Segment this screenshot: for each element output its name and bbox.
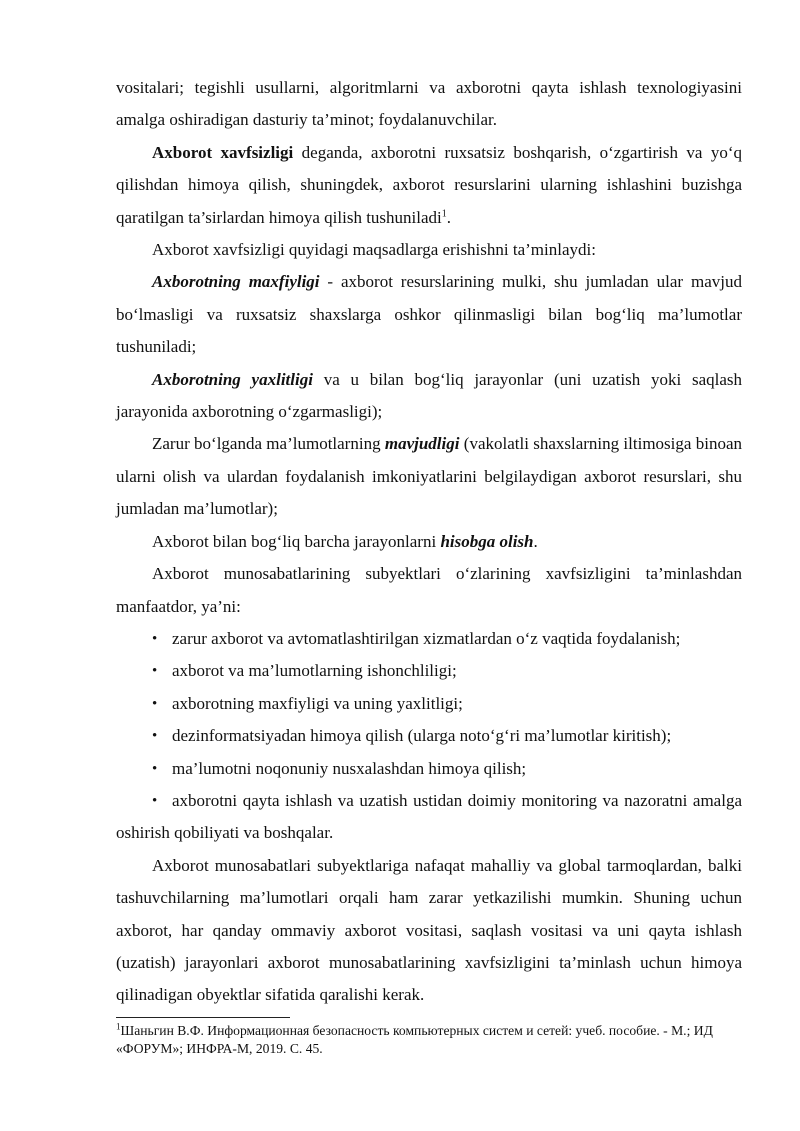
paragraph-3: Axborot xavfsizligi quyidagi maqsadlarga erishishni ta’minlaydi: [152, 240, 596, 260]
footnote-ref[interactable]: 1 [441, 207, 447, 219]
footnote-mark: 1 [116, 1021, 121, 1032]
paragraph-4-text: - axborot resurslarining mulki, shu jumladan ular mavjud bo‘lmasligi va ruxsatsiz shaxslarga oshkor qilinmasligi bilan bog‘liq ma’lumotlar tushuniladi; [116, 272, 742, 357]
paragraph-6-text: (vakolatli shaxslarning iltimosiga binoan ularni olish va ulardan foydalanish imkoniyatlarini belgilaydigan axborot resurslari, shu jumladan ma’lumotlar); [116, 434, 742, 519]
bullet-icon: • [152, 792, 158, 809]
paragraph-5-text: va u bilan bog‘liq jarayonlar (uni uzatish yoki saqlash jarayonida axborotning o‘zgarmasligi); [116, 369, 743, 422]
bullet-icon: • [152, 663, 158, 680]
term-maxfiylik: Axborotning maxfiyligi [152, 272, 320, 292]
paragraph-6 [116, 428, 742, 525]
paragraph-4 [116, 266, 742, 363]
footnote-text: Шаньгин В.Ф. Информационная безопасность компьютерных систем и сетей: учеб. пособие. - М.; ИД «ФОРУМ»; ИНФРА-М, 2019. С. 45. [116, 1023, 713, 1056]
footnote [116, 1022, 742, 1058]
term-axborot-xavfsizligi: Axborot xavfsizligi [152, 142, 294, 162]
paragraph-1: vositalari; tegishli usullarni, algoritmlarni va axborotni qayta ishlash texnologiyasini amalga oshiradigan dasturiy ta’minot; foydalanuvchilar. [116, 78, 742, 130]
paragraph-2 [116, 137, 742, 234]
list-item [116, 753, 742, 785]
paragraph-9: Axborot munosabatlari subyektlariga nafaqat mahalliy va global tarmoqlardan, balki tashuvchilarning ma’lumotlari orqali ham zarar yetkazilishi mumkin. Shuning uchun axborot, har qanday ommaviy axborot vositasi, saqlash vositasi va uni qayta ishlash (uzatish) jarayonlari axborot munosabatlarining xavfsizligini ta’minlash uchun himoya qilinadigan obyektlar sifatida qaralishi kerak. [116, 855, 742, 1005]
bullet-icon: • [152, 728, 158, 745]
list-item-text: axborotni qayta ishlash va uzatish ustidan doimiy monitoring va nazoratni amalga oshirish qobiliyati va boshqalar. [116, 790, 742, 843]
list-item [116, 785, 742, 850]
term-hisobga-olish: hisobga olish [440, 531, 534, 551]
paragraph-7 [116, 526, 742, 558]
bullet-icon: • [152, 630, 158, 647]
list-item [116, 720, 742, 752]
paragraph-5 [116, 364, 742, 429]
paragraph-8: Axborot munosabatlarining subyektlari o‘zlarining xavfsizligini ta’minlashdan manfaatdor, ya’ni: [116, 564, 742, 616]
list-item [116, 688, 742, 720]
bullet-icon: • [152, 695, 158, 712]
list-item-text: ma’lumotni noqonuniy nusxalashdan himoya qilish; [172, 758, 527, 778]
bullet-list [116, 623, 742, 850]
list-item [116, 623, 742, 655]
list-item [116, 655, 742, 687]
paragraph-2-text: deganda, axborotni ruxsatsiz boshqarish, o‘zgartirish va yo‘q qilishdan himoya qilish, shuningdek, axborot resurslarini ularning ishlashini buzishga qaratilgan ta’sirlardan himoya qilish tushuniladi [116, 142, 742, 227]
paragraph-2-end: . [446, 207, 452, 227]
bullet-icon: • [152, 760, 158, 777]
footnote-divider [116, 1017, 290, 1018]
paragraph-6-pre: Zarur bo‘lganda ma’lumotlarning [152, 434, 385, 454]
paragraph-7-end: . [533, 531, 538, 551]
paragraph-7-pre: Axborot bilan bog‘liq barcha jarayonlarni [152, 531, 441, 551]
list-item-text: zarur axborot va avtomatlashtirilgan xizmatlardan o‘z vaqtida foydalanish; [172, 628, 681, 648]
list-item-text: axborotning maxfiyligi va uning yaxlitligi; [172, 693, 463, 713]
document-body [116, 72, 742, 1012]
list-item-text: axborot va ma’lumotlarning ishonchliligi; [172, 661, 457, 681]
term-yaxlitlik: Axborotning yaxlitligi [152, 369, 313, 389]
term-mavjudlik: mavjudligi [384, 434, 460, 454]
list-item-text: dezinformatsiyadan himoya qilish (ularga noto‘g‘ri ma’lumotlar kiritish); [172, 726, 672, 746]
